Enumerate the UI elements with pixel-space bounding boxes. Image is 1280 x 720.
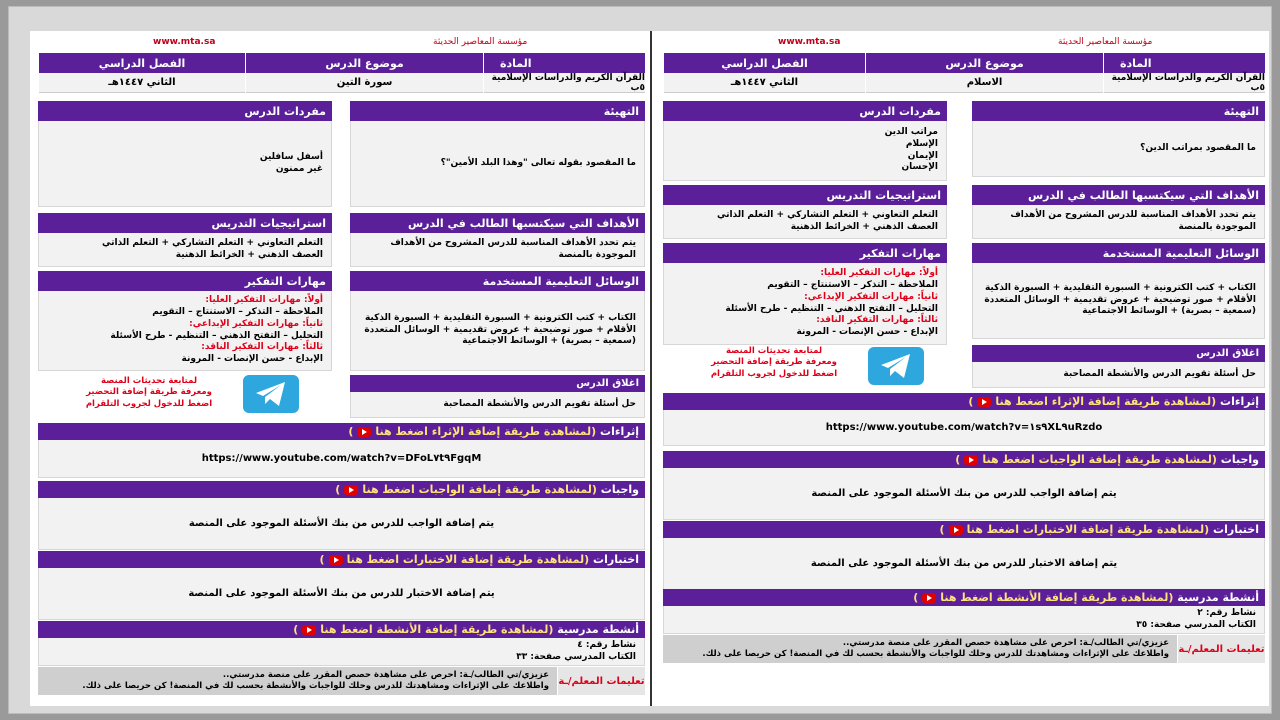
telegram-button[interactable] bbox=[868, 347, 924, 385]
vocab-item: الإيمان bbox=[907, 150, 938, 161]
tests-section bbox=[663, 521, 1265, 590]
semester-column bbox=[663, 53, 865, 93]
notes-line: واطلاعك على الإثراءات ومشاهدتك للدرس وحلك للواجبات والأنشطة بحسب لك في المنصة! كن حريصا على ذلك. bbox=[82, 681, 549, 691]
homework-body bbox=[38, 498, 645, 550]
homework-header bbox=[38, 481, 645, 498]
activity-number: نشاط رقم: ٢ bbox=[1197, 607, 1256, 618]
objectives-header: الأهداف التي سيكتسبها الطالب في الدرس bbox=[350, 213, 645, 233]
lesson-info-table bbox=[38, 53, 645, 93]
strategies-line: العصف الذهني + الخرائط الذهنية bbox=[790, 221, 938, 232]
tests-label: اختبارات bbox=[1213, 523, 1259, 536]
page-header bbox=[38, 33, 645, 49]
notes-line: عزيزي/تي الطالب/ـة: احرص على مشاهدة حصص المقرر على منصة مدرستي.. bbox=[842, 637, 1169, 648]
closing-text: حل أسئلة تقويم الدرس والأنشطة المصاحبة bbox=[443, 398, 636, 409]
thinking-h1: أولاً: مهارات التفكير العليا: bbox=[820, 268, 938, 279]
book-page: الكتاب المدرسي صفحة: ٣٣ bbox=[516, 651, 636, 662]
homework-label: واجبات bbox=[1220, 453, 1259, 466]
subject-header: المادة bbox=[484, 53, 645, 73]
enrich-section bbox=[38, 423, 645, 478]
strategies-header: استراتيجيات التدريس bbox=[663, 185, 947, 205]
strategies-body bbox=[38, 233, 332, 267]
telegram-note[interactable] bbox=[84, 376, 214, 410]
page-divider bbox=[650, 31, 652, 706]
vocab-body bbox=[38, 121, 332, 207]
telegram-note-line: لمتابعة تحديثات المنصة bbox=[100, 376, 198, 386]
thinking-h3: ثالثاً: مهارات التفكير الناقد: bbox=[201, 342, 323, 353]
thinking-h1: أولاً: مهارات التفكير العليا: bbox=[205, 295, 323, 306]
vocab-box bbox=[663, 101, 947, 181]
warmup-text: ما المقصود بقوله تعالى "وهذا البلد الأمين"؟ bbox=[440, 157, 636, 168]
slide-frame bbox=[8, 6, 1272, 714]
enrich-url[interactable]: https://www.youtube.com/watch?v=١s٩XL٩uRzdo bbox=[825, 422, 1103, 433]
closing-body bbox=[350, 392, 645, 418]
objectives-body bbox=[972, 205, 1265, 239]
enrich-label: إثراءات bbox=[1220, 395, 1259, 408]
homework-label: واجبات bbox=[600, 483, 639, 496]
org-name: مؤسسة المعاصير الحديثة bbox=[433, 37, 528, 47]
thinking-body bbox=[663, 263, 947, 345]
thinking-l3: الإبداع - حسن الإنصات - المرونة bbox=[181, 353, 323, 364]
teacher-notes bbox=[663, 635, 1265, 663]
youtube-icon bbox=[922, 593, 936, 603]
enrich-body bbox=[38, 440, 645, 478]
homework-header bbox=[663, 451, 1265, 468]
notes-line: واطلاعك على الإثراءات ومشاهدتك للدرس وحلك للواجبات والأنشطة بحسب لك في المنصة! كن حريصا على ذلك. bbox=[702, 649, 1169, 659]
homework-section bbox=[663, 451, 1265, 520]
warmup-body bbox=[350, 121, 645, 207]
semester-value: الثاني ١٤٤٧هـ bbox=[664, 73, 865, 93]
vocab-body bbox=[663, 121, 947, 181]
telegram-button[interactable] bbox=[243, 375, 299, 413]
tests-body bbox=[663, 538, 1265, 590]
thinking-h3: ثالثاً: مهارات التفكير الناقد: bbox=[816, 315, 938, 326]
vocab-header: مفردات الدرس bbox=[38, 101, 332, 121]
tests-text: يتم إضافة الاختبار للدرس من بنك الأسئلة الموجود على المنصة bbox=[810, 558, 1118, 569]
activities-help-link[interactable]: (لمشاهدة طريقة إضافة الأنشطة اضغط هنا) bbox=[913, 591, 1174, 604]
objectives-header: الأهداف التي سيكتسبها الطالب في الدرس bbox=[972, 185, 1265, 205]
activities-label: أنشطة مدرسية bbox=[557, 623, 639, 636]
topic-column bbox=[245, 53, 483, 93]
youtube-icon bbox=[949, 525, 963, 535]
tools-body bbox=[972, 263, 1265, 339]
strategies-box bbox=[663, 185, 947, 239]
telegram-note-line: ومعرفة طريقة إضافة التحضير bbox=[711, 357, 837, 368]
tools-text: الكتاب + كتب الكترونية + السبورة التقليدية + السبورة الذكية الأقلام + صور توضيحية + عروض تقديمية + الوسائل المتعددة (سمعية – بصرية) + الوسائط الاجتماعية bbox=[984, 282, 1256, 317]
thinking-body bbox=[38, 291, 332, 371]
lesson-plan-page-right bbox=[663, 31, 1265, 706]
youtube-icon bbox=[964, 455, 978, 465]
objectives-text: يتم تحدد الأهداف المناسبة للدرس المشروح من الأهداف الموجودة بالمنصة bbox=[1010, 209, 1256, 232]
objectives-body bbox=[350, 233, 645, 267]
vocab-box bbox=[38, 101, 332, 207]
activities-section bbox=[38, 621, 645, 666]
activities-body bbox=[663, 606, 1265, 634]
enrich-url[interactable]: https://www.youtube.com/watch?v=DFoL٧t٩FgqM bbox=[201, 453, 482, 464]
semester-column bbox=[38, 53, 245, 93]
tests-text: يتم إضافة الاختبار للدرس من بنك الأسئلة الموجود على المنصة bbox=[188, 588, 495, 599]
tests-body bbox=[38, 568, 645, 620]
youtube-icon bbox=[344, 485, 358, 495]
tests-section bbox=[38, 551, 645, 620]
vocab-item: غير ممنون bbox=[275, 163, 323, 174]
thinking-box bbox=[663, 243, 947, 345]
warmup-text: ما المقصود بمراتب الدين؟ bbox=[1140, 142, 1256, 153]
semester-header: الفصل الدراسي bbox=[664, 53, 865, 73]
vocab-item: أسفل سافلين bbox=[259, 151, 323, 162]
topic-value: سورة التين bbox=[246, 73, 483, 93]
vocab-item: الإسلام bbox=[905, 138, 938, 149]
tools-box bbox=[972, 243, 1265, 339]
notes-line: عزيزي/تي الطالب/ـة: احرص على مشاهدة حصص المقرر على منصة مدرستي.. bbox=[222, 669, 549, 680]
closing-body bbox=[972, 362, 1265, 388]
thinking-header: مهارات التفكير bbox=[38, 271, 332, 291]
objectives-text: يتم تحدد الأهداف المناسبة للدرس المشروح من الأهداف الموجودة بالمنصة bbox=[390, 237, 636, 260]
thinking-l1: الملاحظة – التذكر – الاستنتاج – التقويم bbox=[767, 280, 938, 291]
homework-text: يتم إضافة الواجب للدرس من بنك الأسئلة الموجود على المنصة bbox=[811, 488, 1117, 499]
strategies-header: استراتيجيات التدريس bbox=[38, 213, 332, 233]
teacher-notes-label: تعليمات المعلم/ـة bbox=[1177, 635, 1265, 663]
telegram-icon bbox=[879, 352, 913, 380]
strategies-line: التعلم التعاوني + التعلم التشاركي + التعلم الذاتي bbox=[102, 237, 323, 248]
subject-column bbox=[1103, 53, 1265, 93]
document-sheet bbox=[30, 31, 1269, 706]
activities-section bbox=[663, 589, 1265, 634]
activities-header bbox=[38, 621, 645, 638]
enrich-body bbox=[663, 410, 1265, 446]
tools-header: الوسائل التعليمية المستخدمة bbox=[350, 271, 645, 291]
telegram-note-line: ومعرفة طريقة إضافة التحضير bbox=[86, 387, 212, 398]
youtube-icon bbox=[329, 555, 343, 565]
site-url[interactable]: www.mta.sa bbox=[153, 37, 216, 47]
topic-header: موضوع الدرس bbox=[866, 53, 1103, 73]
subject-value: القرآن الكريم والدراسات الإسلامية ٥ب bbox=[484, 73, 645, 93]
tools-text: الكتاب + كتب الكترونية + السبورة التقليدية + السبورة الذكية الأقلام + صور توضيحية + عروض تقديمية + الوسائل المتعددة (سمعية – بصرية) + الوسائط الاجتماعية bbox=[364, 312, 636, 347]
homework-help-link[interactable]: (لمشاهدة طريقة إضافة الواجبات اضغط هنا) bbox=[955, 453, 1217, 466]
vocab-header: مفردات الدرس bbox=[663, 101, 947, 121]
homework-help-link[interactable]: (لمشاهدة طريقة إضافة الواجبات اضغط هنا) bbox=[335, 483, 597, 496]
strategies-line: العصف الذهني + الخرائط الذهنية bbox=[175, 249, 323, 260]
subject-value: القرآن الكريم والدراسات الإسلامية ٥ب bbox=[1104, 73, 1265, 93]
tests-header bbox=[663, 521, 1265, 538]
homework-body bbox=[663, 468, 1265, 520]
objectives-box bbox=[350, 213, 645, 267]
thinking-box bbox=[38, 271, 332, 371]
teacher-notes-text bbox=[663, 635, 1177, 663]
topic-header: موضوع الدرس bbox=[246, 53, 483, 73]
telegram-icon bbox=[254, 380, 288, 408]
telegram-note[interactable] bbox=[709, 346, 839, 380]
closing-box bbox=[350, 375, 645, 418]
vocab-item: مراتب الدين bbox=[884, 127, 938, 138]
semester-header: الفصل الدراسي bbox=[39, 53, 245, 73]
closing-header: اغلاق الدرس bbox=[972, 345, 1265, 362]
subject-header: المادة bbox=[1104, 53, 1265, 73]
activity-number: نشاط رقم: ٤ bbox=[577, 639, 636, 650]
warmup-box bbox=[350, 101, 645, 207]
semester-value: الثاني ١٤٤٧هـ bbox=[39, 73, 245, 93]
activities-label: أنشطة مدرسية bbox=[1177, 591, 1259, 604]
warmup-box bbox=[972, 101, 1265, 177]
org-name: مؤسسة المعاصير الحديثة bbox=[1058, 37, 1153, 47]
subject-column bbox=[483, 53, 645, 93]
thinking-l2: التحليل – التفتح الذهني – التنظيم - طرح الأسئلة bbox=[110, 330, 323, 341]
thinking-h2: ثانياً: مهارات التفكير الإبداعي: bbox=[189, 318, 323, 329]
tests-header bbox=[38, 551, 645, 568]
enrich-help-link[interactable]: (لمشاهدة طريقة إضافة الإثراء اضغط هنا) bbox=[348, 425, 597, 438]
teacher-notes-text bbox=[38, 667, 557, 695]
tests-help-link[interactable]: (لمشاهدة طريقة إضافة الاختبارات اضغط هنا) bbox=[319, 553, 590, 566]
enrich-header bbox=[663, 393, 1265, 410]
topic-value: الاسلام bbox=[866, 73, 1103, 93]
site-url[interactable]: www.mta.sa bbox=[778, 37, 841, 47]
teacher-notes bbox=[38, 667, 645, 695]
tests-help-link[interactable]: (لمشاهدة طريقة إضافة الاختبارات اضغط هنا) bbox=[939, 523, 1210, 536]
vocab-item: الإحسان bbox=[901, 162, 938, 173]
warmup-header: التهيئة bbox=[350, 101, 645, 121]
closing-text: حل أسئلة تقويم الدرس والأنشطة المصاحبة bbox=[1063, 368, 1256, 379]
thinking-h2: ثانياً: مهارات التفكير الإبداعي: bbox=[804, 291, 938, 302]
homework-text: يتم إضافة الواجب للدرس من بنك الأسئلة الموجود على المنصة bbox=[188, 518, 495, 529]
closing-header: اغلاق الدرس bbox=[350, 375, 645, 392]
activities-header bbox=[663, 589, 1265, 606]
tools-box bbox=[350, 271, 645, 371]
thinking-l2: التحليل – التفتح الذهني – التنظيم - طرح الأسئلة bbox=[725, 303, 938, 314]
strategies-box bbox=[38, 213, 332, 267]
activities-body bbox=[38, 638, 645, 666]
closing-box bbox=[972, 345, 1265, 388]
enrich-section bbox=[663, 393, 1265, 446]
lesson-plan-page-left bbox=[38, 31, 645, 706]
thinking-l3: الإبداع - حسن الإنصات - المرونة bbox=[796, 326, 938, 337]
topic-column bbox=[865, 53, 1103, 93]
strategies-body bbox=[663, 205, 947, 239]
objectives-box bbox=[972, 185, 1265, 239]
tests-label: اختبارات bbox=[593, 553, 639, 566]
book-page: الكتاب المدرسي صفحة: ٣٥ bbox=[1136, 619, 1256, 630]
enrich-label: إثراءات bbox=[600, 425, 639, 438]
youtube-icon bbox=[357, 427, 371, 437]
telegram-note-line: لمتابعة تحديثات المنصة bbox=[725, 346, 823, 356]
thinking-header: مهارات التفكير bbox=[663, 243, 947, 263]
page-header bbox=[663, 33, 1265, 49]
enrich-header bbox=[38, 423, 645, 440]
homework-section bbox=[38, 481, 645, 550]
tools-header: الوسائل التعليمية المستخدمة bbox=[972, 243, 1265, 263]
thinking-l1: الملاحظة – التذكر – الاستنتاج – التقويم bbox=[152, 307, 323, 318]
teacher-notes-label: تعليمات المعلم/ـة bbox=[557, 667, 645, 695]
telegram-note-line: اضغط للدخول لجروب التلقرام bbox=[710, 368, 838, 379]
warmup-header: التهيئة bbox=[972, 101, 1265, 121]
tools-body bbox=[350, 291, 645, 371]
lesson-info-table bbox=[663, 53, 1265, 93]
youtube-icon bbox=[302, 625, 316, 635]
youtube-icon bbox=[977, 397, 991, 407]
telegram-note-line: اضغط للدخول لجروب التلقرام bbox=[85, 398, 213, 409]
enrich-help-link[interactable]: (لمشاهدة طريقة إضافة الإثراء اضغط هنا) bbox=[968, 395, 1217, 408]
strategies-line: التعلم التعاوني + التعلم التشاركي + التعلم الذاتي bbox=[717, 209, 938, 220]
activities-help-link[interactable]: (لمشاهدة طريقة إضافة الأنشطة اضغط هنا) bbox=[293, 623, 554, 636]
warmup-body bbox=[972, 121, 1265, 177]
